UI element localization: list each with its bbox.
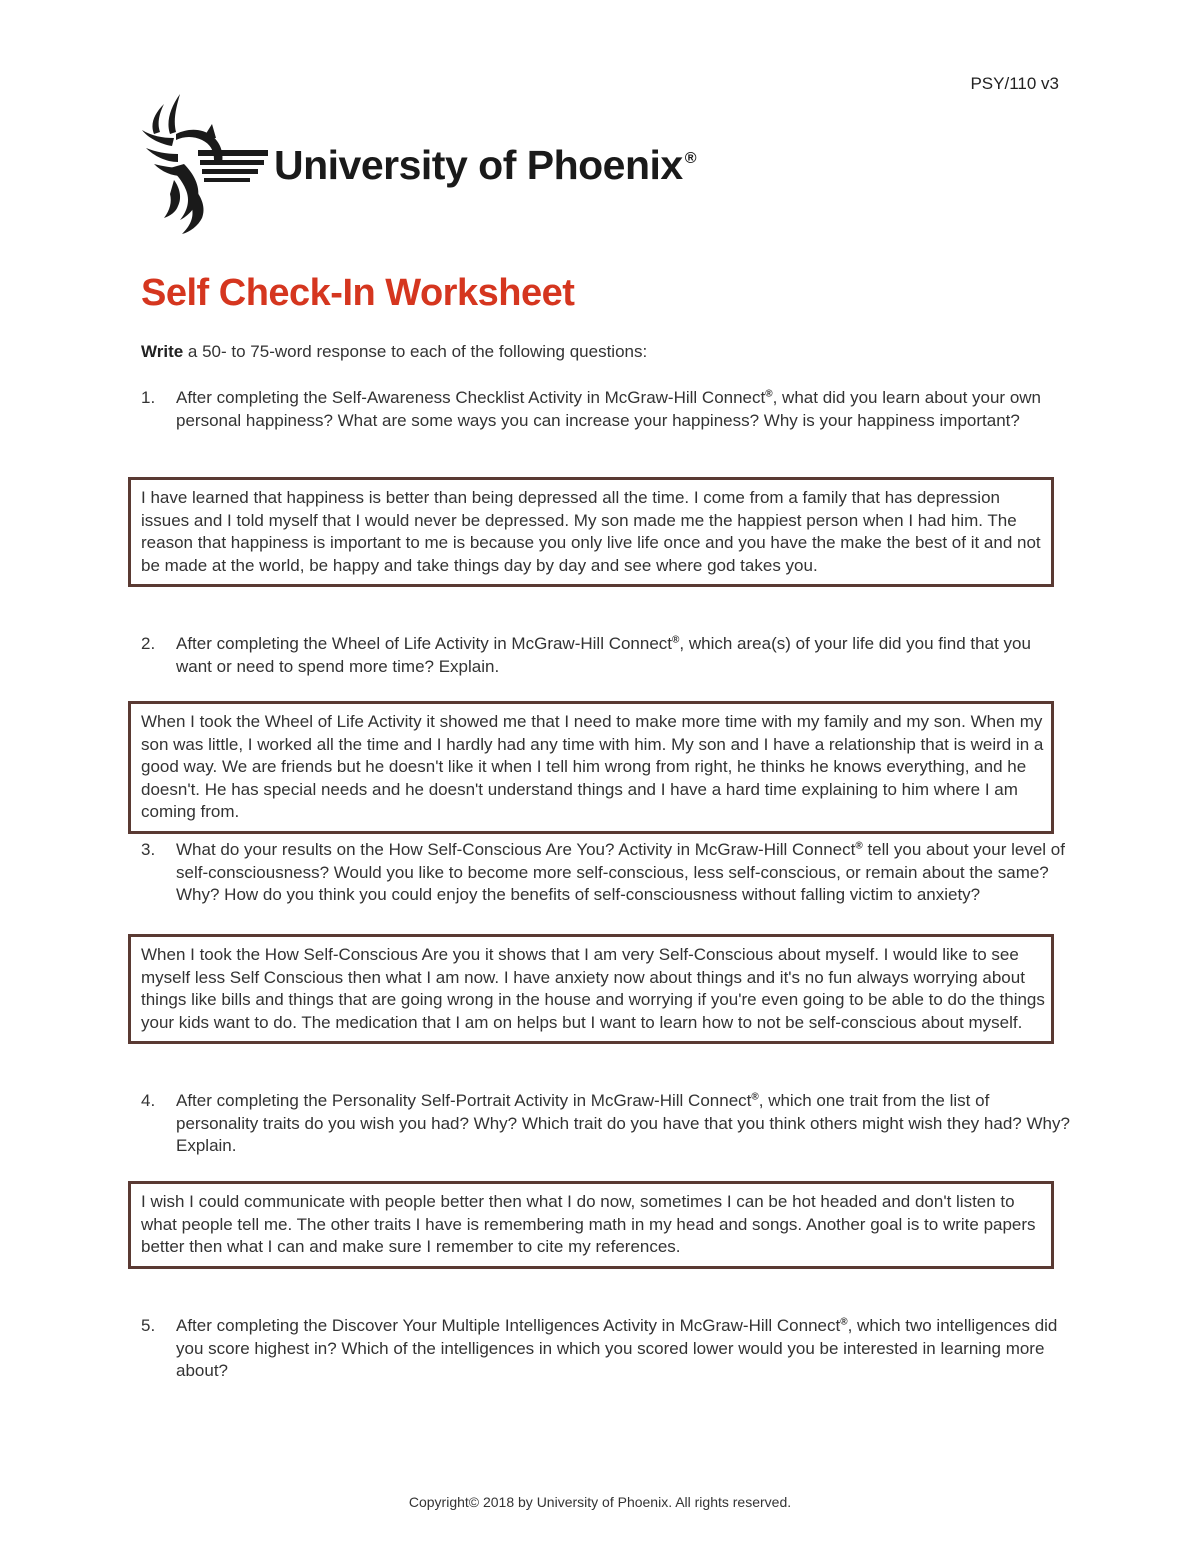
question-4 <box>141 1090 1071 1158</box>
course-code: PSY/110 v3 <box>970 74 1059 93</box>
copyright-footer: Copyright© 2018 by University of Phoenix. All rights reserved. <box>408 1494 792 1510</box>
question-5 <box>141 1315 1071 1383</box>
page-title: Self Check-In Worksheet <box>141 272 575 314</box>
answer-box-1[interactable]: I have learned that happiness is better than being depressed all the time. I come from a family that has depression issues and I told myself that I would never be depressed. My son made me the happiest person when I had him. The reason that happiness is important to me is because you only live life once and you have the make the best of it and not be made at the world, be happy and take things day by day and see where god takes you. <box>128 477 1054 587</box>
question-number: 1. <box>141 388 156 407</box>
answer-box-2[interactable]: When I took the Wheel of Life Activity it showed me that I need to make more time with my family and my son. When my son was little, I worked all the time and I hardly had any time with him. My son and I have a relationship that is weird in a good way. We are friends but he doesn't like it when I tell him wrong from right, he thinks he knows everything, and he doesn't. He has special needs and he doesn't understand things and I have a hard time explaining to him where I am coming from. <box>128 701 1054 834</box>
university-logo <box>140 94 780 234</box>
question-number: 2. <box>141 634 156 653</box>
question-text: What do your results on the How Self-Conscious Are You? Activity in McGraw-Hill Connect® tell you about your level of self-consciousness? Would you like to become more self-conscious, less self-conscious, or remain about the same? Why? How do you think you could enjoy the benefits of self-consciousness without falling victim to anxiety? <box>176 840 1065 904</box>
question-text: After completing the Self-Awareness Checklist Activity in McGraw-Hill Connect®, what did you learn about your own personal happiness? What are some ways you can increase your happiness? Why is your happiness important? <box>176 388 1041 430</box>
question-number: 3. <box>141 840 156 859</box>
logo-wordmark: University of Phoenix ® <box>274 142 697 188</box>
question-1 <box>141 387 1071 432</box>
instructions-text: a 50- to 75-word response to each of the following questions: <box>183 342 648 361</box>
question-number: 5. <box>141 1316 156 1335</box>
question-number: 4. <box>141 1091 156 1110</box>
question-3 <box>141 839 1071 907</box>
instructions-bold: Write <box>141 342 184 361</box>
answer-box-4[interactable]: I wish I could communicate with people better then what I do now, sometimes I can be hot headed and don't listen to what people tell me. The other traits I have is remembering math in my head and songs. Another goal is to write papers better then what I can and make sure I remember to cite my references. <box>128 1181 1054 1269</box>
question-2 <box>141 633 1071 678</box>
instructions <box>141 342 647 362</box>
question-text: After completing the Discover Your Multiple Intelligences Activity in McGraw-Hill Connect®, which two intelligences did you score highest in? Which of the intelligences in which you scored lower would you be interested in learning more about? <box>176 1316 1058 1380</box>
phoenix-bird-icon <box>140 94 270 234</box>
question-text: After completing the Wheel of Life Activity in McGraw-Hill Connect®, which area(s) of your life did you find that you want or need to spend more time? Explain. <box>176 634 1031 676</box>
answer-box-3[interactable]: When I took the How Self-Conscious Are you it shows that I am very Self-Conscious about myself. I would like to see myself less Self Conscious then what I am now. I have anxiety now about things and it's no fun always worrying about things like bills and things that are going wrong in the house and worrying if you're even going to be able to do the things your kids want to do. The medication that I am on helps but I want to learn how to not be self-conscious about myself. <box>128 934 1054 1044</box>
question-text: After completing the Personality Self-Portrait Activity in McGraw-Hill Connect®, which one trait from the list of personality traits do you wish you had? Why? Which trait do you have that you think others might wish they had? Why? Explain. <box>176 1091 1070 1155</box>
